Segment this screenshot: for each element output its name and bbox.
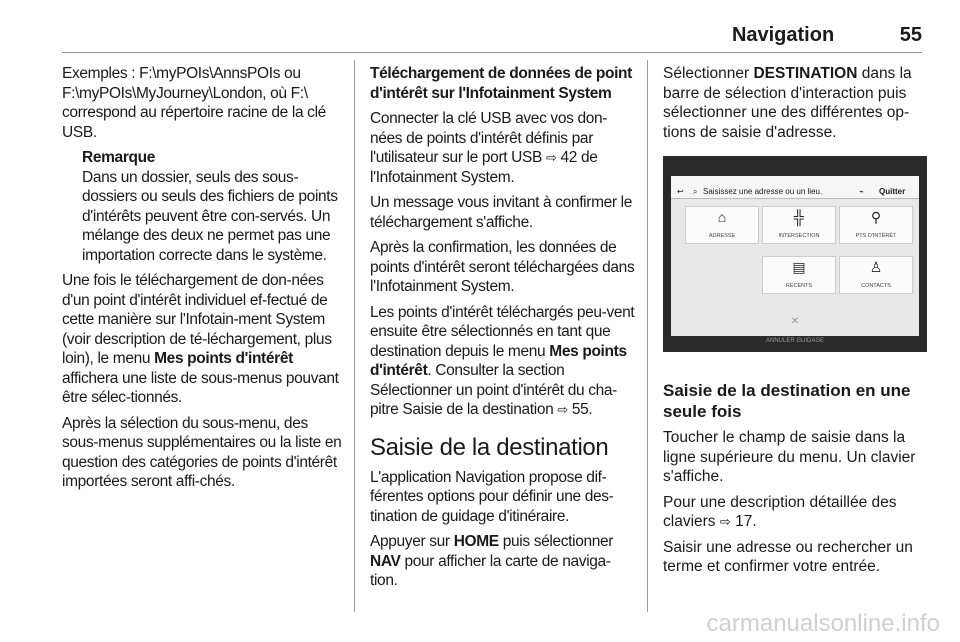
text: dans la barre de sélection d'interaction puis sélectionner une des différentes op-tions de saisie d'adresse.: [663, 65, 912, 141]
search-field[interactable]: Saisissez une adresse ou un lieu.: [703, 187, 823, 196]
page-number: 55: [899, 24, 922, 46]
section-heading: [370, 64, 636, 103]
button-name: NAV: [370, 552, 401, 570]
back-icon[interactable]: ↩: [677, 187, 684, 196]
column-2: [370, 64, 636, 597]
text: Connecter la clé USB avec vos don-nées de points d'intérêt définis par l'utilisateur sur le port USB: [370, 110, 608, 166]
text: . Consulter la section Sélectionner un point d'intérêt du cha-pitre Saisie de la destination: [370, 362, 617, 418]
paragraph: Après la sélection du sous-menu, des sous-menus supplémentaires ou la liste en question des catégories de points d'intérêt importées seront affi-chés.: [62, 414, 342, 490]
section-title: Saisie de la destination: [370, 433, 609, 461]
text: de l'Infotainment System.: [370, 149, 598, 186]
tile-label: PTS D'INTÉRÊT: [855, 233, 897, 239]
paragraph: Saisir une adresse ou rechercher un terme et confirmer votre entrée.: [663, 538, 913, 575]
menu-name: Mes points d'intérêt: [154, 350, 293, 367]
paragraph: Toucher le champ de saisie dans la ligne supérieure du menu. Un clavier s'affiche.: [663, 429, 916, 485]
pin-icon: ⚲: [870, 209, 882, 225]
tile-label: ADRESSE: [708, 233, 736, 239]
text: Pour une description détaillée des claviers: [663, 493, 897, 530]
contact-icon: ♙: [869, 259, 883, 275]
column-divider-1: [354, 60, 355, 612]
text: pour afficher la carte de naviga-tion.: [370, 552, 611, 589]
quit-button[interactable]: Quitter: [879, 187, 906, 196]
tile-intersection[interactable]: [762, 206, 836, 244]
section-heading: Saisie de la destination en une seule fois: [663, 381, 911, 421]
paragraph: L'application Navigation propose dif-férentes options pour définir une des-tination de guidage d'itinéraire.: [370, 468, 614, 525]
text: Une fois le téléchargement de don-nées d'un point d'intérêt individuel ef-fectué de cette manière sur l'Infotain-ment System (voir description de té-léchargement, plus loin), le menu: [62, 272, 332, 367]
paragraph: Exemples : F:\myPOIs\AnnsPOIs ou F:\myPOIs\MyJourney\London, où F:\ correspond au répertoire racine de la clé USB.: [62, 65, 326, 141]
column-3: [663, 64, 927, 583]
page-ref-icon: ⇨: [545, 150, 557, 165]
text: puis sélectionner: [498, 533, 614, 550]
column-divider-2: [647, 60, 648, 612]
close-icon: ✕: [790, 316, 800, 327]
text: affichera une liste de sous-menus pouvant être sélec-tionnés.: [62, 369, 339, 406]
voice-icon[interactable]: ⌁: [859, 187, 864, 196]
watermark: carmanualsonline.info: [706, 610, 940, 637]
paragraph: [370, 303, 636, 420]
note-text: Dans un dossier, seuls des sous-dossiers ou seuls des fichiers de points d'intérêts peuvent être con-servés. Un mélange des deux ne permet pas une importation correcte dans le système.: [82, 168, 338, 264]
text: Sélectionner: [663, 65, 754, 82]
page-ref[interactable]: 55.: [571, 401, 593, 418]
header-rule: [62, 52, 922, 53]
paragraph: [62, 271, 344, 408]
page-ref[interactable]: 17.: [735, 513, 757, 530]
tile-label: CONTACTS: [861, 283, 891, 289]
page-header: [732, 24, 922, 47]
intersection-icon: ╬: [794, 209, 804, 225]
tile-address[interactable]: [685, 206, 759, 244]
tile-contacts[interactable]: [839, 256, 913, 294]
page-ref-icon: ⇨: [557, 402, 568, 417]
page-ref[interactable]: 42: [560, 149, 578, 166]
infotainment-screen: [671, 176, 919, 344]
cancel-guidance-button[interactable]: [671, 312, 919, 344]
cancel-label: ANNULER GUIDAGE: [765, 337, 824, 344]
tile-poi[interactable]: [839, 206, 913, 244]
paragraph: [663, 493, 927, 532]
paragraph: [370, 109, 636, 187]
page-title: Navigation: [731, 24, 835, 46]
column-1: [62, 64, 344, 498]
button-name: HOME: [453, 533, 499, 550]
tile-label: INTERSECTION: [778, 233, 820, 239]
note-label: Remarque: [82, 149, 156, 166]
menu-name: DESTINATION: [753, 65, 858, 82]
recent-icon: ▤: [792, 259, 806, 275]
paragraph: [663, 64, 927, 142]
note-box: [62, 148, 344, 265]
paragraph: [370, 532, 636, 591]
screen-topbar: [671, 176, 919, 199]
paragraph: Après la confirmation, les données de points d'intérêt seront téléchargées dans l'Infotainment System.: [370, 239, 635, 295]
search-icon: ⌕: [693, 187, 698, 196]
tile-recent[interactable]: [762, 256, 836, 294]
text: Les points d'intérêt téléchargés peu-vent ensuite être sélectionnés en tant que destination depuis le menu: [370, 303, 635, 360]
page-ref-icon: ⇨: [719, 514, 731, 529]
text: Appuyer sur: [370, 533, 454, 550]
paragraph: Un message vous invitant à confirmer le téléchargement s'affiche.: [370, 194, 633, 231]
menu-name: Mes points d'intérêt: [370, 342, 627, 379]
tile-label: RÉCENTS: [785, 283, 813, 289]
home-icon: ⌂: [717, 209, 727, 225]
heading-text: Téléchargement de données de point d'intérêt sur l'Infotainment System: [370, 65, 632, 102]
screen-figure: [663, 156, 927, 352]
